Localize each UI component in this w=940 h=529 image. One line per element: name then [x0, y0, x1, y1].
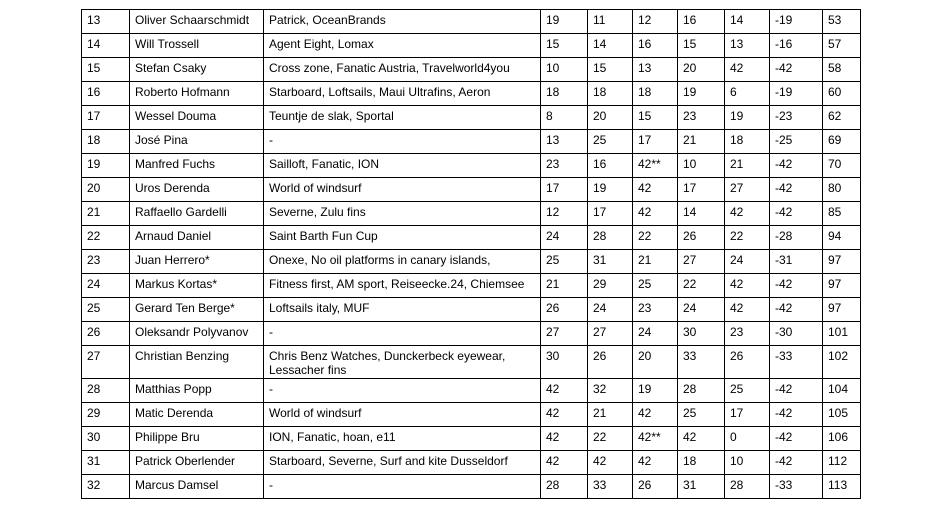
race-4-cell: 23: [678, 106, 725, 130]
rank-cell: 17: [82, 106, 130, 130]
race-5-cell: 21: [725, 154, 770, 178]
total-cell: 94: [823, 226, 861, 250]
race-2-cell: 14: [588, 34, 633, 58]
table-row: [82, 451, 861, 475]
rank-cell: 31: [82, 451, 130, 475]
race-5-cell: 17: [725, 403, 770, 427]
table-row: [82, 202, 861, 226]
discard-cell: -42: [770, 298, 823, 322]
table-row: [82, 250, 861, 274]
race-1-cell: 23: [541, 154, 588, 178]
total-cell: 102: [823, 346, 861, 379]
rank-cell: 29: [82, 403, 130, 427]
sailor-name-cell: Will Trossell: [130, 34, 264, 58]
race-5-cell: 13: [725, 34, 770, 58]
race-4-cell: 20: [678, 58, 725, 82]
race-2-cell: 11: [588, 10, 633, 34]
sailor-name-cell: Marcus Damsel: [130, 475, 264, 499]
race-1-cell: 12: [541, 202, 588, 226]
race-3-cell: 20: [633, 346, 678, 379]
race-1-cell: 13: [541, 130, 588, 154]
race-1-cell: 21: [541, 274, 588, 298]
rank-cell: 16: [82, 82, 130, 106]
rank-cell: 18: [82, 130, 130, 154]
discard-cell: -19: [770, 10, 823, 34]
race-3-cell: 42**: [633, 154, 678, 178]
race-3-cell: 24: [633, 322, 678, 346]
race-2-cell: 29: [588, 274, 633, 298]
race-4-cell: 16: [678, 10, 725, 34]
results-table: [81, 9, 861, 499]
sponsors-cell: Sailloft, Fanatic, ION: [264, 154, 541, 178]
table-row: [82, 34, 861, 58]
race-3-cell: 25: [633, 274, 678, 298]
total-cell: 53: [823, 10, 861, 34]
race-4-cell: 33: [678, 346, 725, 379]
total-cell: 97: [823, 250, 861, 274]
total-cell: 106: [823, 427, 861, 451]
sailor-name-cell: Juan Herrero*: [130, 250, 264, 274]
race-3-cell: 42: [633, 178, 678, 202]
race-3-cell: 42: [633, 451, 678, 475]
sponsors-cell: Patrick, OceanBrands: [264, 10, 541, 34]
sponsors-cell: Fitness first, AM sport, Reiseecke.24, Chiemsee: [264, 274, 541, 298]
race-3-cell: 12: [633, 10, 678, 34]
table-row: [82, 58, 861, 82]
race-1-cell: 15: [541, 34, 588, 58]
sponsors-cell: Cross zone, Fanatic Austria, Travelworld4you: [264, 58, 541, 82]
sailor-name-cell: Oleksandr Polyvanov: [130, 322, 264, 346]
sponsors-cell: World of windsurf: [264, 403, 541, 427]
race-3-cell: 23: [633, 298, 678, 322]
race-4-cell: 42: [678, 427, 725, 451]
race-5-cell: 18: [725, 130, 770, 154]
table-row: [82, 298, 861, 322]
sponsors-cell: Saint Barth Fun Cup: [264, 226, 541, 250]
discard-cell: -23: [770, 106, 823, 130]
discard-cell: -33: [770, 475, 823, 499]
rank-cell: 24: [82, 274, 130, 298]
race-2-cell: 16: [588, 154, 633, 178]
race-4-cell: 25: [678, 403, 725, 427]
table-row: [82, 178, 861, 202]
race-1-cell: 42: [541, 427, 588, 451]
table-row: [82, 403, 861, 427]
table-row: [82, 379, 861, 403]
race-2-cell: 17: [588, 202, 633, 226]
race-1-cell: 8: [541, 106, 588, 130]
race-4-cell: 17: [678, 178, 725, 202]
table-row: [82, 346, 861, 379]
sailor-name-cell: Christian Benzing: [130, 346, 264, 379]
race-5-cell: 42: [725, 202, 770, 226]
race-4-cell: 24: [678, 298, 725, 322]
rank-cell: 32: [82, 475, 130, 499]
race-4-cell: 30: [678, 322, 725, 346]
race-1-cell: 17: [541, 178, 588, 202]
sailor-name-cell: Oliver Schaarschmidt: [130, 10, 264, 34]
table-row: [82, 274, 861, 298]
total-cell: 97: [823, 274, 861, 298]
discard-cell: -42: [770, 427, 823, 451]
table-row: [82, 10, 861, 34]
race-4-cell: 31: [678, 475, 725, 499]
race-5-cell: 14: [725, 10, 770, 34]
discard-cell: -28: [770, 226, 823, 250]
discard-cell: -16: [770, 34, 823, 58]
race-5-cell: 28: [725, 475, 770, 499]
rank-cell: 13: [82, 10, 130, 34]
race-2-cell: 33: [588, 475, 633, 499]
results-table-body: [82, 10, 861, 499]
race-4-cell: 21: [678, 130, 725, 154]
rank-cell: 20: [82, 178, 130, 202]
discard-cell: -42: [770, 154, 823, 178]
total-cell: 62: [823, 106, 861, 130]
rank-cell: 23: [82, 250, 130, 274]
table-row: [82, 226, 861, 250]
race-4-cell: 14: [678, 202, 725, 226]
race-1-cell: 27: [541, 322, 588, 346]
race-1-cell: 26: [541, 298, 588, 322]
rank-cell: 19: [82, 154, 130, 178]
sailor-name-cell: Philippe Bru: [130, 427, 264, 451]
race-5-cell: 19: [725, 106, 770, 130]
race-4-cell: 26: [678, 226, 725, 250]
sailor-name-cell: Stefan Csaky: [130, 58, 264, 82]
sailor-name-cell: Arnaud Daniel: [130, 226, 264, 250]
sponsors-cell: -: [264, 475, 541, 499]
race-3-cell: 13: [633, 58, 678, 82]
rank-cell: 30: [82, 427, 130, 451]
sailor-name-cell: Patrick Oberlender: [130, 451, 264, 475]
race-5-cell: 0: [725, 427, 770, 451]
sponsors-cell: Agent Eight, Lomax: [264, 34, 541, 58]
race-2-cell: 25: [588, 130, 633, 154]
total-cell: 105: [823, 403, 861, 427]
sailor-name-cell: Markus Kortas*: [130, 274, 264, 298]
total-cell: 57: [823, 34, 861, 58]
sailor-name-cell: Raffaello Gardelli: [130, 202, 264, 226]
race-3-cell: 42: [633, 202, 678, 226]
discard-cell: -30: [770, 322, 823, 346]
race-3-cell: 17: [633, 130, 678, 154]
total-cell: 113: [823, 475, 861, 499]
race-4-cell: 22: [678, 274, 725, 298]
table-row: [82, 475, 861, 499]
race-3-cell: 15: [633, 106, 678, 130]
race-5-cell: 42: [725, 58, 770, 82]
discard-cell: -42: [770, 58, 823, 82]
discard-cell: -42: [770, 202, 823, 226]
rank-cell: 14: [82, 34, 130, 58]
race-5-cell: 42: [725, 298, 770, 322]
race-1-cell: 24: [541, 226, 588, 250]
rank-cell: 15: [82, 58, 130, 82]
race-5-cell: 10: [725, 451, 770, 475]
race-5-cell: 23: [725, 322, 770, 346]
race-5-cell: 26: [725, 346, 770, 379]
total-cell: 101: [823, 322, 861, 346]
race-3-cell: 42**: [633, 427, 678, 451]
rank-cell: 28: [82, 379, 130, 403]
race-5-cell: 24: [725, 250, 770, 274]
sponsors-cell: World of windsurf: [264, 178, 541, 202]
discard-cell: -42: [770, 403, 823, 427]
total-cell: 80: [823, 178, 861, 202]
total-cell: 58: [823, 58, 861, 82]
race-2-cell: 22: [588, 427, 633, 451]
total-cell: 112: [823, 451, 861, 475]
race-2-cell: 31: [588, 250, 633, 274]
table-row: [82, 427, 861, 451]
race-4-cell: 18: [678, 451, 725, 475]
race-4-cell: 28: [678, 379, 725, 403]
sailor-name-cell: Wessel Douma: [130, 106, 264, 130]
table-row: [82, 322, 861, 346]
rank-cell: 22: [82, 226, 130, 250]
rank-cell: 25: [82, 298, 130, 322]
race-5-cell: 42: [725, 274, 770, 298]
discard-cell: -42: [770, 379, 823, 403]
race-2-cell: 24: [588, 298, 633, 322]
rank-cell: 21: [82, 202, 130, 226]
total-cell: 60: [823, 82, 861, 106]
sailor-name-cell: Roberto Hofmann: [130, 82, 264, 106]
sailor-name-cell: José Pina: [130, 130, 264, 154]
sponsors-cell: -: [264, 130, 541, 154]
discard-cell: -42: [770, 274, 823, 298]
race-2-cell: 42: [588, 451, 633, 475]
race-3-cell: 42: [633, 403, 678, 427]
race-3-cell: 26: [633, 475, 678, 499]
race-2-cell: 20: [588, 106, 633, 130]
race-3-cell: 22: [633, 226, 678, 250]
race-2-cell: 19: [588, 178, 633, 202]
rank-cell: 27: [82, 346, 130, 379]
sponsors-cell: -: [264, 322, 541, 346]
total-cell: 104: [823, 379, 861, 403]
race-1-cell: 42: [541, 403, 588, 427]
sailor-name-cell: Manfred Fuchs: [130, 154, 264, 178]
race-2-cell: 28: [588, 226, 633, 250]
sailor-name-cell: Matthias Popp: [130, 379, 264, 403]
sailor-name-cell: Uros Derenda: [130, 178, 264, 202]
race-4-cell: 15: [678, 34, 725, 58]
sponsors-cell: Onexe, No oil platforms in canary islands,: [264, 250, 541, 274]
race-1-cell: 19: [541, 10, 588, 34]
discard-cell: -31: [770, 250, 823, 274]
sponsors-cell: Starboard, Loftsails, Maui Ultrafins, Aeron: [264, 82, 541, 106]
discard-cell: -42: [770, 451, 823, 475]
sponsors-cell: -: [264, 379, 541, 403]
table-row: [82, 106, 861, 130]
race-3-cell: 19: [633, 379, 678, 403]
table-row: [82, 130, 861, 154]
discard-cell: -33: [770, 346, 823, 379]
discard-cell: -42: [770, 178, 823, 202]
sponsors-cell: Chris Benz Watches, Dunckerbeck eyewear, Lessacher fins: [264, 346, 541, 379]
race-1-cell: 18: [541, 82, 588, 106]
race-4-cell: 10: [678, 154, 725, 178]
race-3-cell: 18: [633, 82, 678, 106]
race-4-cell: 27: [678, 250, 725, 274]
race-5-cell: 25: [725, 379, 770, 403]
race-1-cell: 42: [541, 451, 588, 475]
sponsors-cell: Starboard, Severne, Surf and kite Dusseldorf: [264, 451, 541, 475]
sailor-name-cell: Gerard Ten Berge*: [130, 298, 264, 322]
race-2-cell: 32: [588, 379, 633, 403]
race-2-cell: 18: [588, 82, 633, 106]
discard-cell: -25: [770, 130, 823, 154]
race-3-cell: 21: [633, 250, 678, 274]
race-5-cell: 22: [725, 226, 770, 250]
race-2-cell: 15: [588, 58, 633, 82]
total-cell: 70: [823, 154, 861, 178]
sponsors-cell: Teuntje de slak, Sportal: [264, 106, 541, 130]
sponsors-cell: ION, Fanatic, hoan, e11: [264, 427, 541, 451]
race-5-cell: 6: [725, 82, 770, 106]
race-2-cell: 26: [588, 346, 633, 379]
discard-cell: -19: [770, 82, 823, 106]
total-cell: 85: [823, 202, 861, 226]
race-4-cell: 19: [678, 82, 725, 106]
total-cell: 69: [823, 130, 861, 154]
rank-cell: 26: [82, 322, 130, 346]
table-row: [82, 82, 861, 106]
race-5-cell: 27: [725, 178, 770, 202]
race-1-cell: 28: [541, 475, 588, 499]
race-2-cell: 27: [588, 322, 633, 346]
race-1-cell: 25: [541, 250, 588, 274]
race-1-cell: 30: [541, 346, 588, 379]
race-3-cell: 16: [633, 34, 678, 58]
race-2-cell: 21: [588, 403, 633, 427]
total-cell: 97: [823, 298, 861, 322]
sponsors-cell: Loftsails italy, MUF: [264, 298, 541, 322]
race-1-cell: 10: [541, 58, 588, 82]
sailor-name-cell: Matic Derenda: [130, 403, 264, 427]
race-1-cell: 42: [541, 379, 588, 403]
sponsors-cell: Severne, Zulu fins: [264, 202, 541, 226]
table-row: [82, 154, 861, 178]
